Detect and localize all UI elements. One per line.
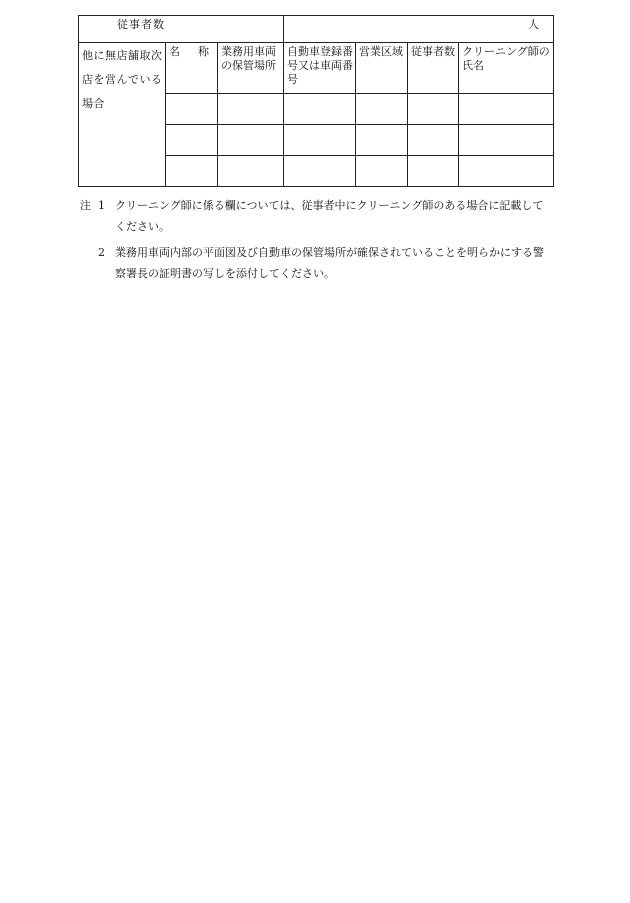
header-registration-number: 自動車登録番号又は車両番号 (284, 43, 356, 94)
notes-section (80, 195, 554, 289)
other-stores-header-row (79, 43, 554, 94)
table-cell[interactable] (459, 156, 554, 187)
employees-unit: 人 (528, 18, 539, 31)
table-cell[interactable] (218, 156, 284, 187)
table-cell[interactable] (284, 156, 356, 187)
table-cell[interactable] (356, 125, 408, 156)
header-cleaner-name: クリーニング師の氏名 (459, 43, 554, 94)
table-cell[interactable] (166, 156, 218, 187)
table-cell[interactable] (459, 94, 554, 125)
note-item (80, 242, 554, 284)
table-cell[interactable] (284, 94, 356, 125)
table-cell[interactable] (408, 125, 459, 156)
table-cell[interactable] (356, 156, 408, 187)
note-item (80, 195, 554, 237)
table-cell[interactable] (408, 156, 459, 187)
note-text: クリーニング師に係る欄については、従事者中にクリーニング師のある場合に記載してください。 (115, 199, 544, 233)
note-text: 業務用車両内部の平面図及び自動車の保管場所が確保されていることを明らかにする警察署長の証明書の写しを添付してください。 (115, 246, 544, 280)
employees-value-cell[interactable] (284, 16, 554, 43)
application-form-table (78, 15, 554, 187)
header-name-right: 称 (198, 45, 209, 58)
other-stores-label: 他に無店舗取次店を営んでいる場合 (79, 43, 166, 187)
header-employee-count: 従事者数 (408, 43, 459, 94)
note-number: 2 (98, 246, 105, 259)
table-cell[interactable] (166, 94, 218, 125)
employees-label: 従事者数 (79, 16, 284, 43)
header-business-area: 営業区域 (356, 43, 408, 94)
table-cell[interactable] (284, 125, 356, 156)
table-cell[interactable] (356, 94, 408, 125)
note-number: 1 (98, 199, 105, 212)
table-cell[interactable] (218, 125, 284, 156)
table-cell[interactable] (408, 94, 459, 125)
notes-mark: 注 (80, 199, 91, 212)
header-name-left: 名 (169, 45, 180, 58)
table-cell[interactable] (166, 125, 218, 156)
employees-row (79, 16, 554, 43)
table-cell[interactable] (218, 94, 284, 125)
header-name (166, 43, 218, 94)
table-cell[interactable] (459, 125, 554, 156)
header-vehicle-storage: 業務用車両の保管場所 (218, 43, 284, 94)
